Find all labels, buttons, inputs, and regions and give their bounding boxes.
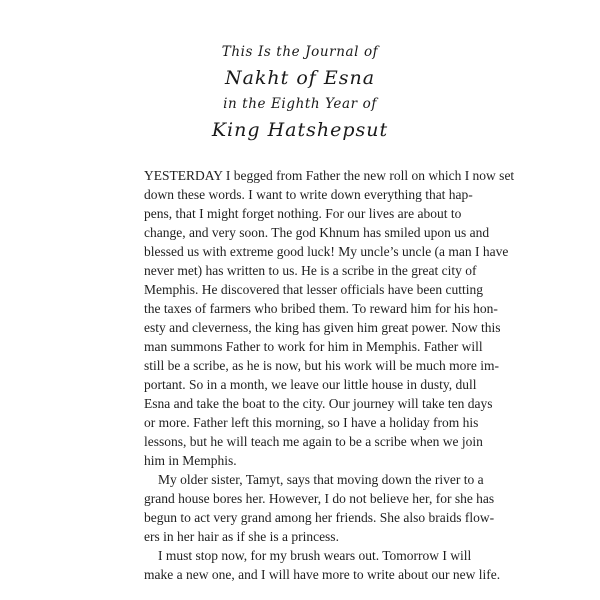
text-line: begun to act very grand among her friends. She also braids flow- — [144, 510, 495, 525]
text-line: I must stop now, for my brush wears out. Tomorrow I will — [158, 548, 472, 563]
text-line: the taxes of farmers who bribed them. To reward him for his hon- — [144, 301, 498, 316]
text-line: make a new one, and I will have more to write about our new life. — [144, 567, 501, 582]
text-line: change, and very soon. The god Khnum has smiled upon us and — [144, 225, 490, 240]
text-line: ers in her hair as if she is a princess. — [144, 529, 339, 544]
text-line: My older sister, Tamyt, says that moving down the river to a — [158, 472, 484, 487]
text-line: grand house bores her. However, I do not believe her, for she has — [144, 491, 495, 506]
text-line: esty and cleverness, the king has given him great power. Now this — [144, 320, 501, 335]
text-line: pens, that I might forget nothing. For our lives are about to — [144, 206, 462, 221]
text-line: still be a scribe, as he is now, but his work will be much more im- — [144, 358, 499, 373]
heading-line-2: Nakht of Esna — [224, 67, 376, 89]
text-line: lessons, but he will teach me again to be a scribe when we join — [144, 434, 483, 449]
text-line: him in Memphis. — [144, 453, 237, 468]
text-line: portant. So in a month, we leave our little house in dusty, dull — [144, 377, 477, 392]
text-line: blessed us with extreme good luck! My uncle’s uncle (a man I have — [144, 244, 509, 259]
journal-entry — [144, 166, 515, 584]
heading-line-1: This Is the Journal of — [221, 44, 379, 60]
text-line: man summons Father to work for him in Memphis. Father will — [144, 339, 483, 354]
text-line: or more. Father left this morning, so I have a holiday from his — [144, 415, 479, 430]
text-line: down these words. I want to write down everything that hap- — [144, 187, 473, 202]
text-line: Esna and take the boat to the city. Our journey will take ten days — [144, 396, 493, 411]
heading-line-3: in the Eighth Year of — [223, 96, 377, 112]
text-line: Memphis. He discovered that lesser officials have been cutting — [144, 282, 484, 297]
heading-line-4: King Hatshepsut — [211, 119, 389, 141]
text-line: YESTERDAY I begged from Father the new roll on which I now set — [144, 168, 515, 183]
text-line: never met) has written to us. He is a scribe in the great city of — [144, 263, 477, 278]
journal-heading — [0, 40, 600, 144]
